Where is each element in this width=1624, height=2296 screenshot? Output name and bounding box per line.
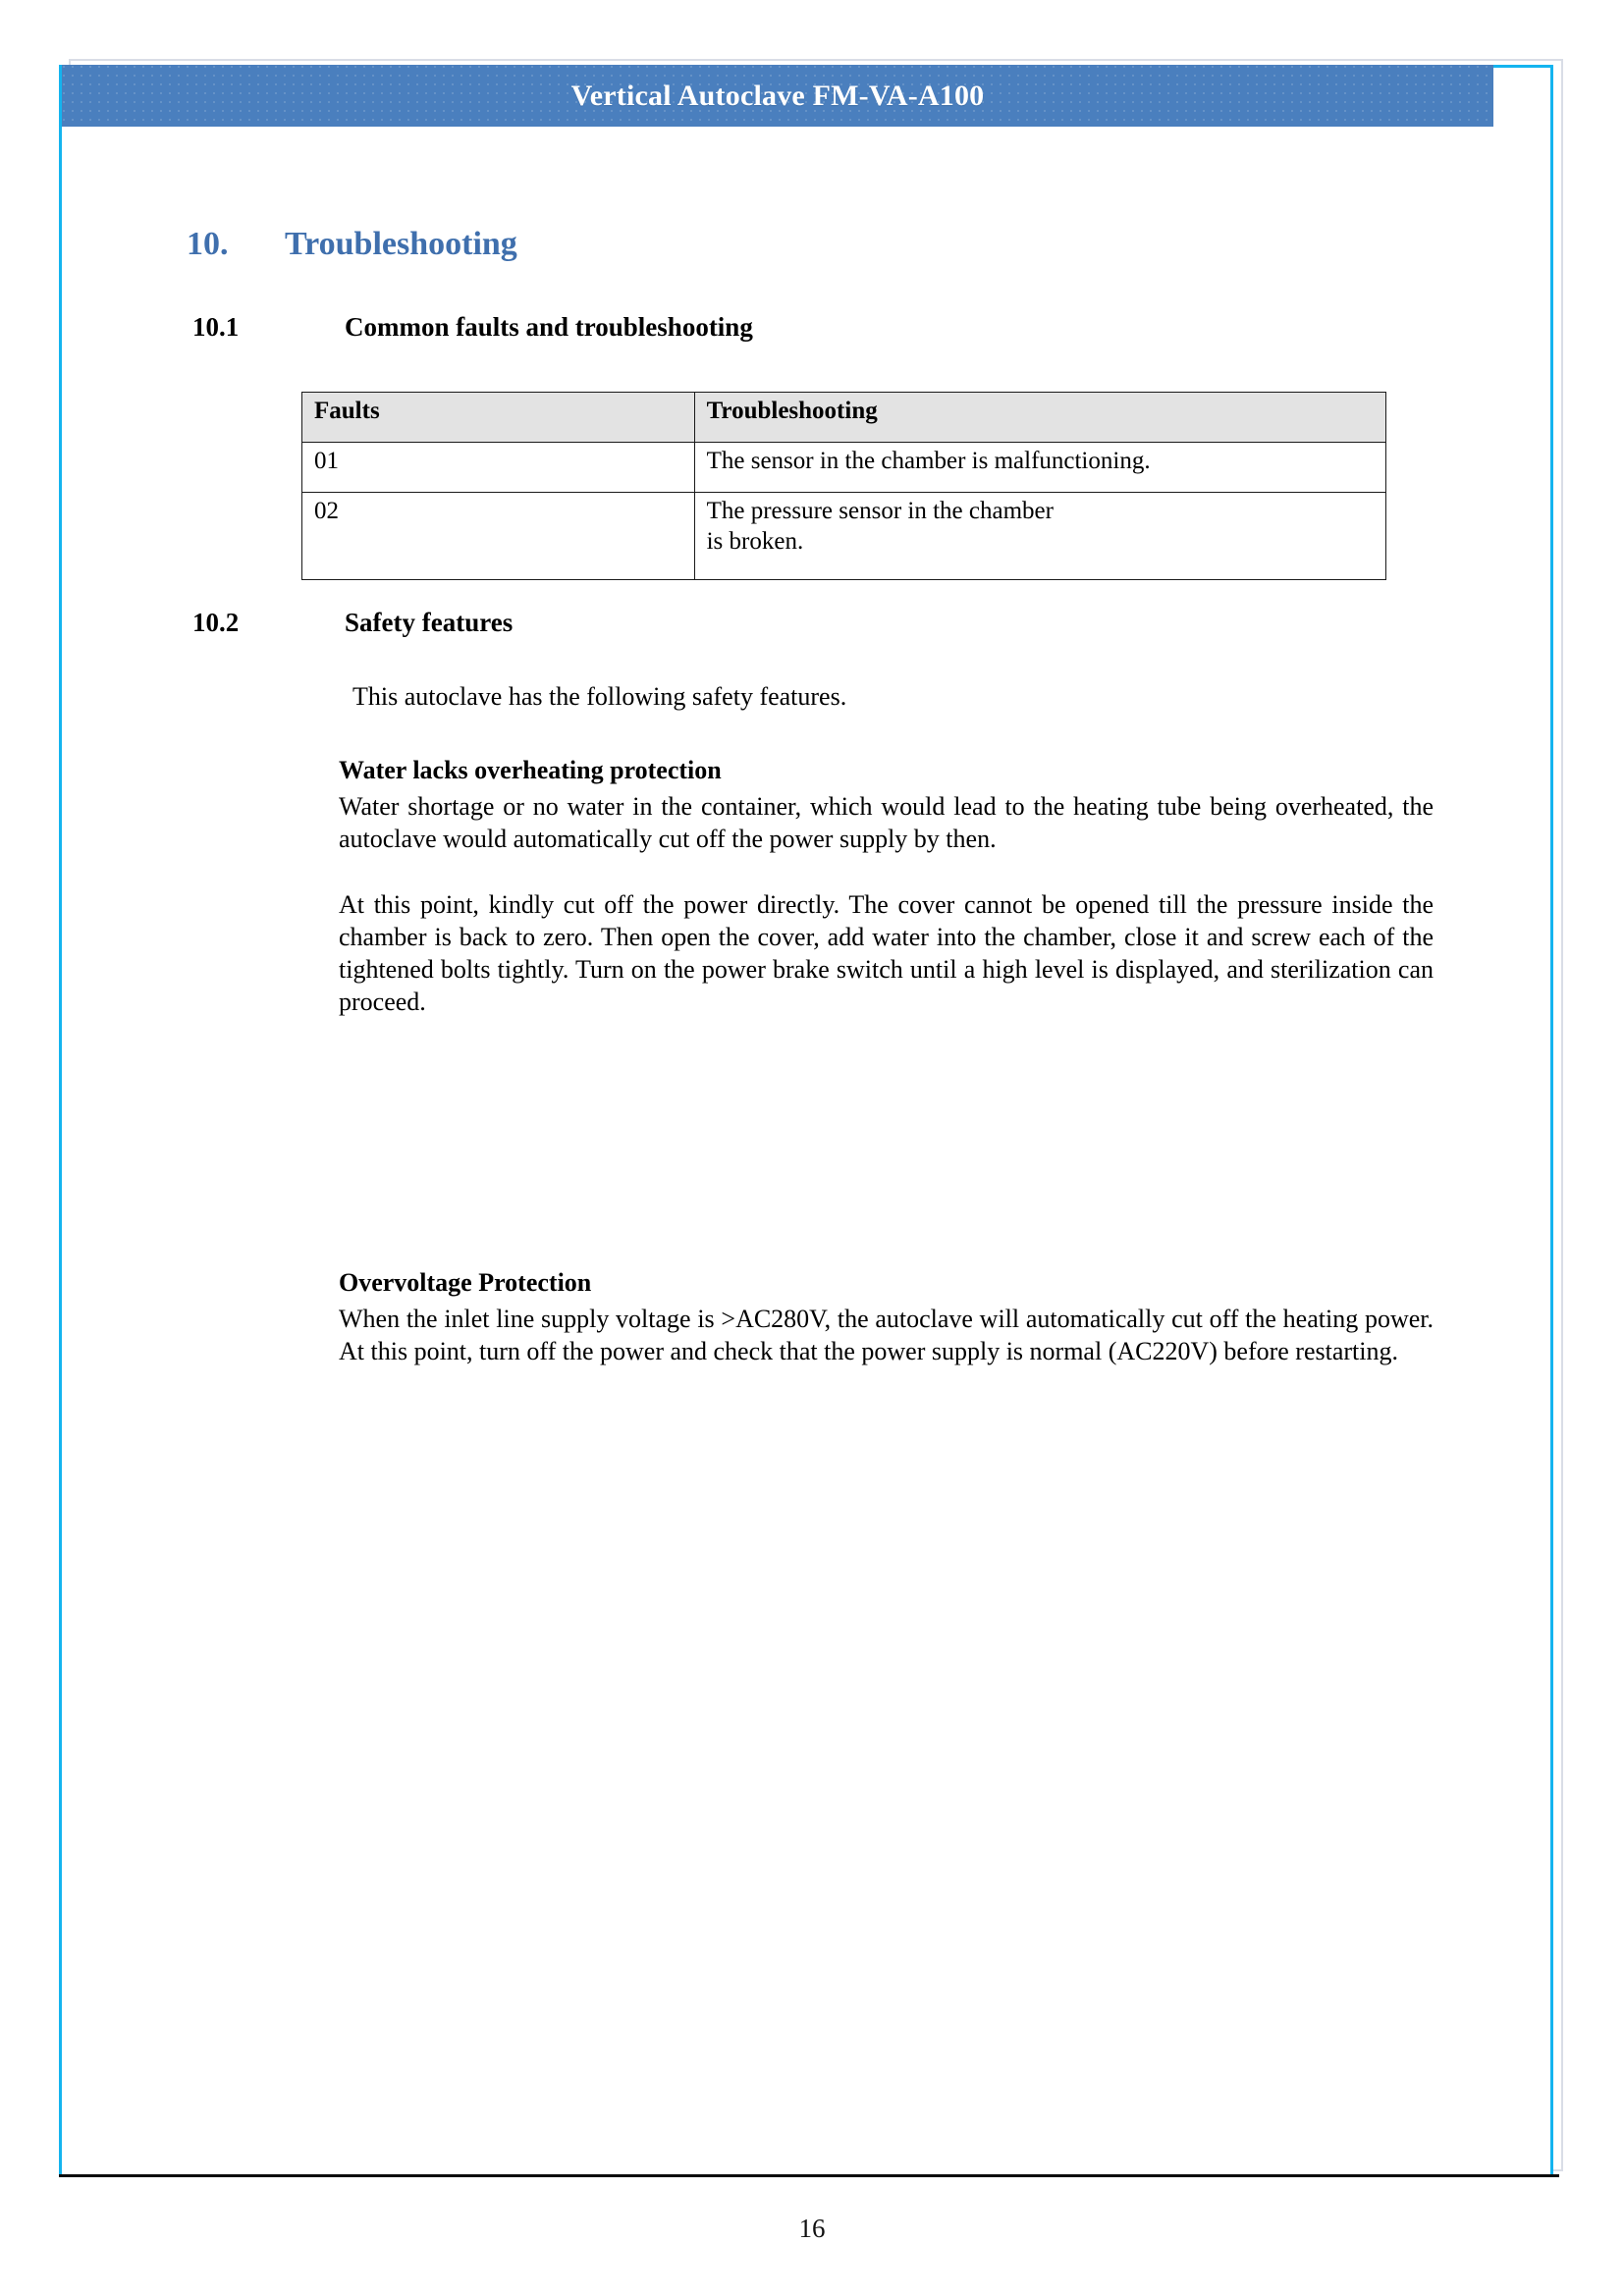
table-row [302,493,1386,580]
cell-troubleshooting-text: The sensor in the chamber is malfunctioning. [706,448,1151,474]
page-content [0,128,1553,2169]
cell-troubleshooting-text: The pressure sensor in the chamber is broken. [706,498,1054,555]
paragraph-text: When the inlet line supply voltage is >AC280V, the autoclave will automatically cut off the heating power. At this point, turn off the power and check that the power supply is normal (AC220V) before restarting. [339,1305,1434,1366]
cell-troubleshooting [694,443,1385,493]
subsection-heading-10-1 [192,312,753,343]
safety-intro-text: This autoclave has the following safety features. [352,682,847,711]
table-header-row [302,393,1386,443]
section-heading [187,226,517,263]
subsection-title: Safety features [345,608,514,637]
subsection-title: Common faults and troubleshooting [345,312,753,342]
cell-troubleshooting [694,493,1385,580]
faults-table [301,392,1386,580]
safety-item-paragraph-2a [339,1303,1434,1367]
page-number: 16 [798,2214,826,2243]
safety-item-paragraph-1a [339,790,1434,855]
paragraph-text: At this point, kindly cut off the power directly. The cover cannot be opened till the pressure inside the chamber is back to zero. Then open the cover, add water into the chamber, close it and screw each of the tightened bolts tightly. Turn on the power brake switch until a high level is displayed, and sterilization can proceed. [339,890,1434,1017]
subsection-number: 10.1 [192,312,240,342]
subsection-number: 10.2 [192,608,240,637]
column-header-troubleshooting: Troubleshooting [694,393,1385,443]
page-frame-bottom-rule [59,2174,1559,2177]
cell-fault-code: 02 [302,493,695,580]
table-row [302,443,1386,493]
document-header-band [62,65,1493,127]
subsection-heading-10-2 [192,608,513,638]
section-title: Troubleshooting [285,226,517,262]
safety-item-heading-2: Overvoltage Protection [339,1268,592,1297]
column-header-faults: Faults [302,393,695,443]
safety-item-paragraph-1b [339,888,1434,1018]
cell-fault-code: 01 [302,443,695,493]
section-number: 10. [187,226,229,262]
safety-item-heading-1: Water lacks overheating protection [339,756,722,784]
document-title: Vertical Autoclave FM-VA-A100 [570,79,985,112]
paragraph-text: Water shortage or no water in the container, which would lead to the heating tube being overheated, the autoclave would automatically cut off the power supply by then. [339,792,1434,854]
